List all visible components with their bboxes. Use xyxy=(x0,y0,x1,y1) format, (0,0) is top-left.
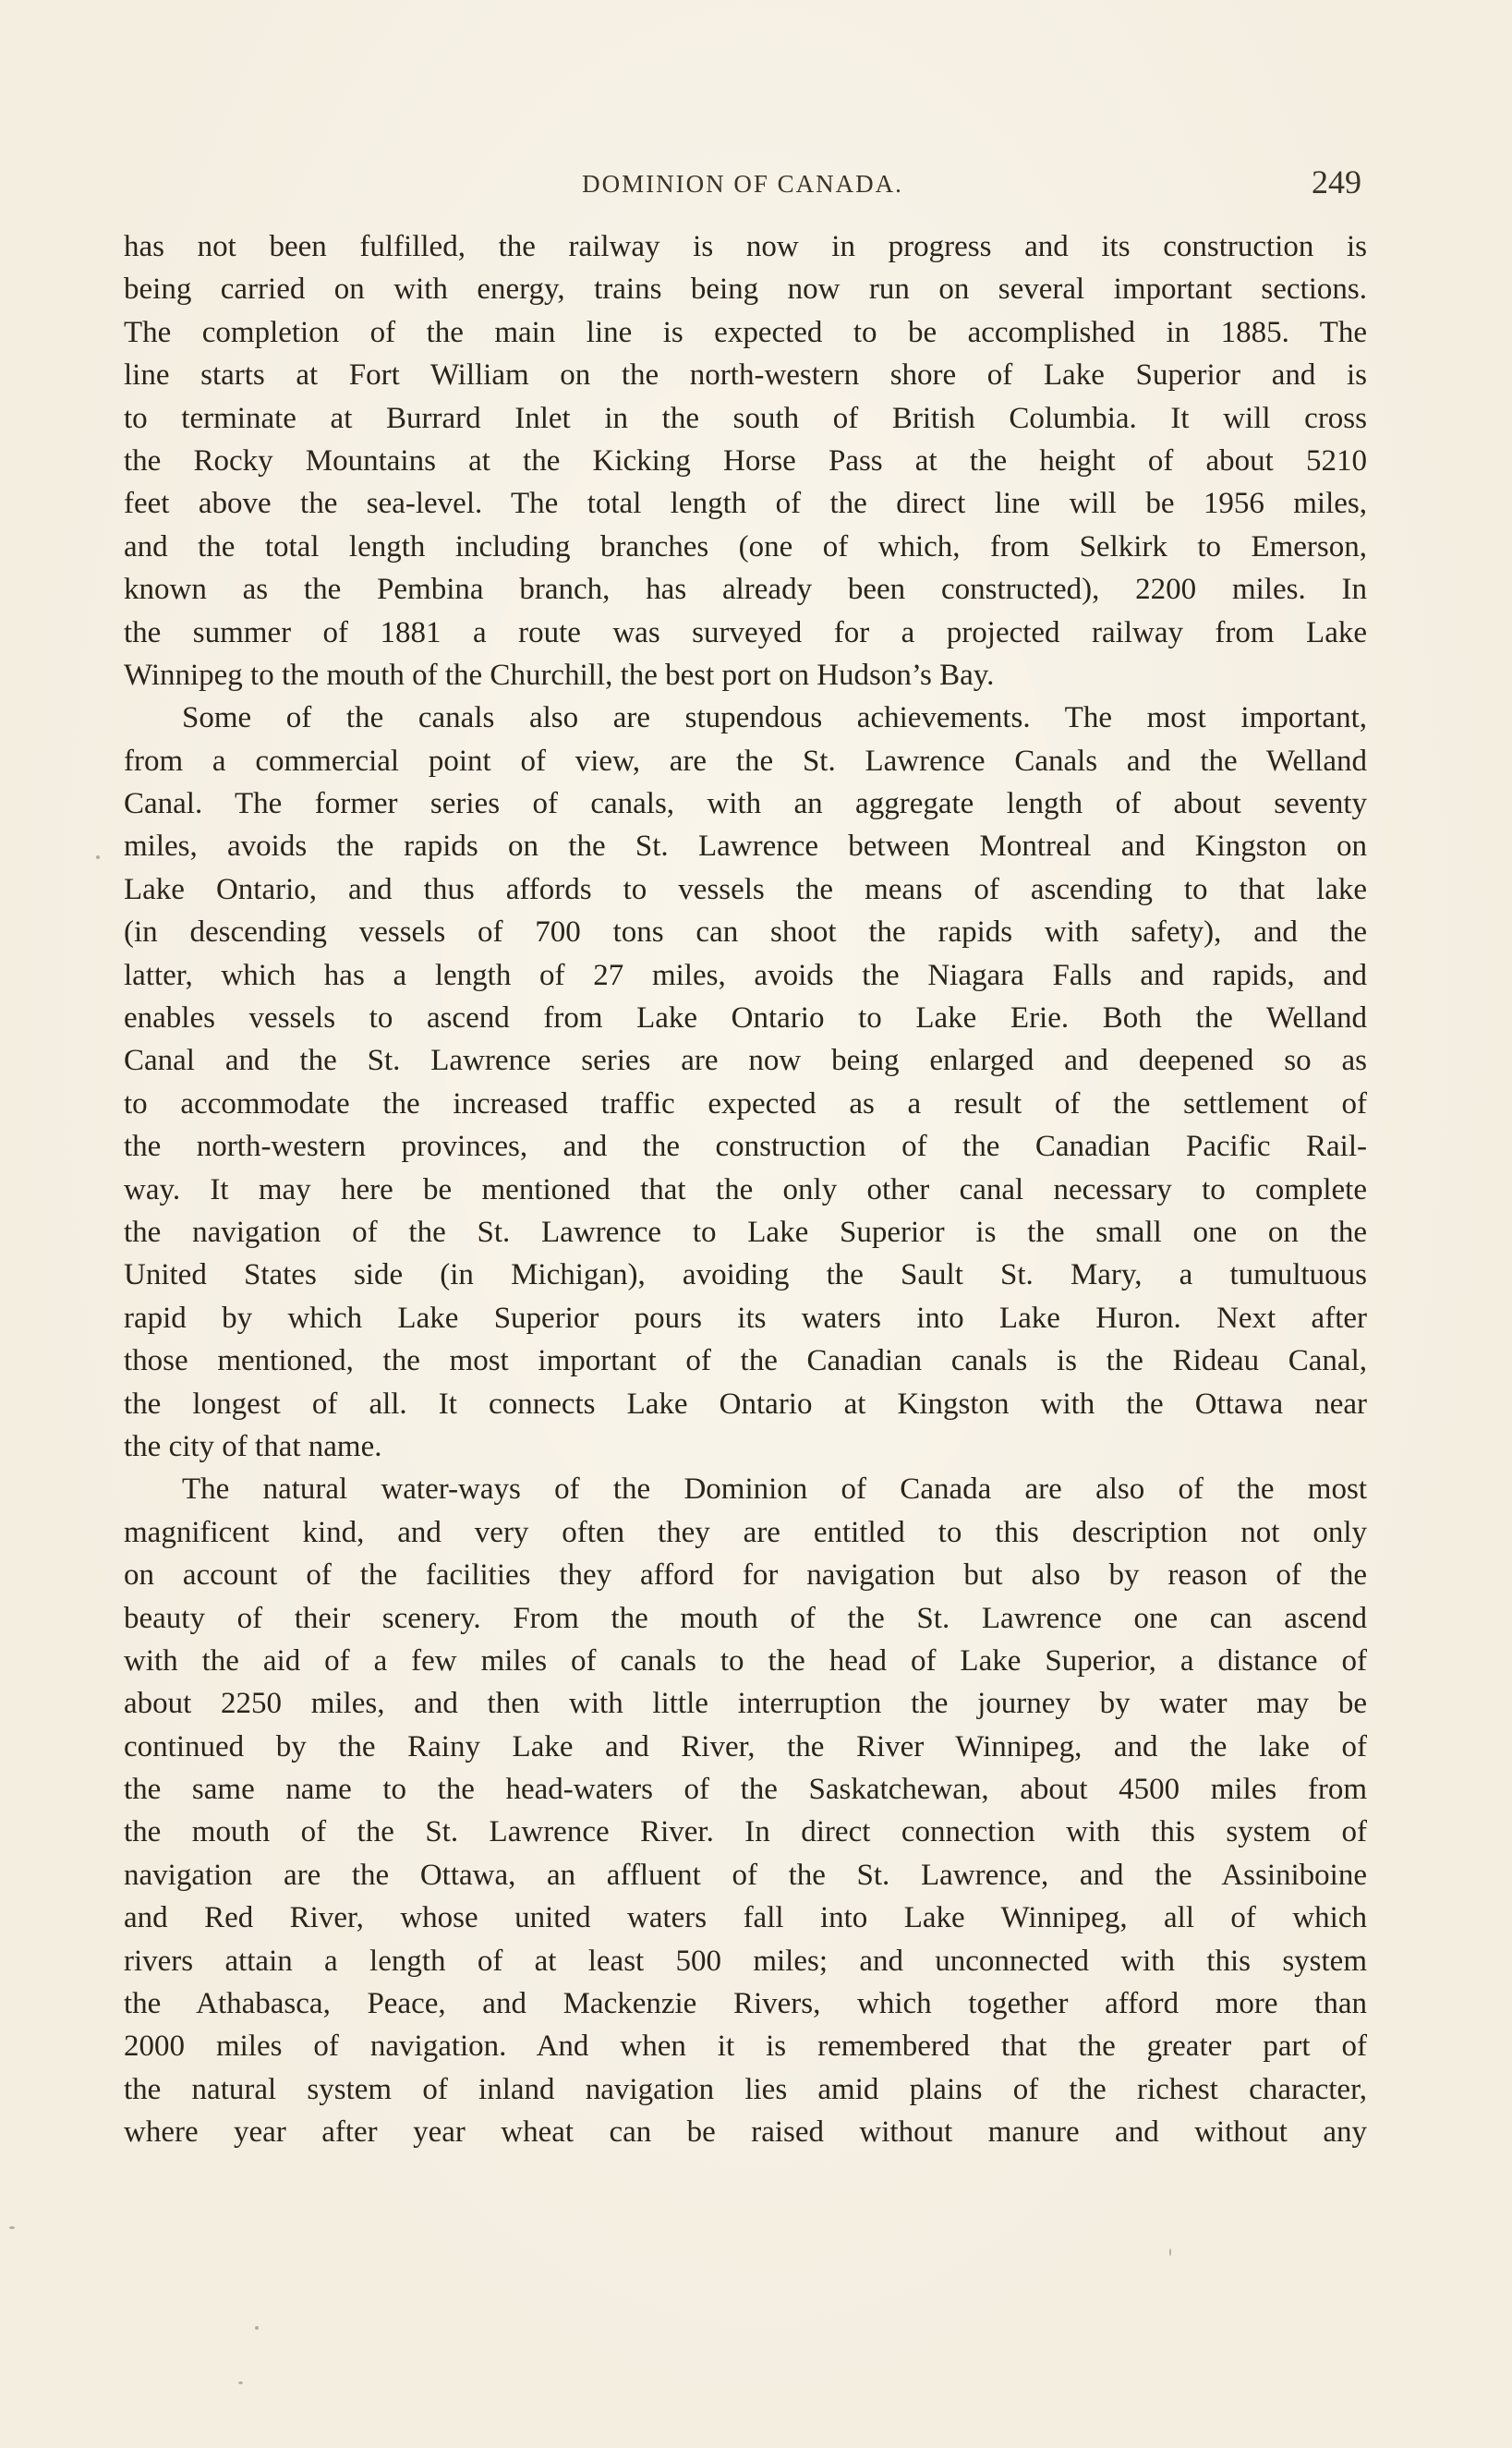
text-line: line starts at Fort William on the north-western shore of Lake Superior and is xyxy=(124,358,1367,393)
paper-speck xyxy=(238,2381,243,2384)
running-title: DOMINION OF CANADA. xyxy=(582,170,903,198)
text-line: being carried on with energy, trains being now run on several important sections. xyxy=(124,273,1367,307)
text-line: way. It may here be mentioned that the only other canal necessary to complete xyxy=(124,1172,1367,1206)
paper-speck xyxy=(255,2326,259,2330)
paper-speck xyxy=(9,2226,15,2229)
text-line: rivers attain a length of at least 500 miles; and unconnected with this system xyxy=(124,1944,1367,1978)
text-line: has not been fulfilled, the railway is now in progress and its construction is xyxy=(124,230,1367,263)
text-line: those mentioned, the most important of the Canadian canals is the Rideau Canal, xyxy=(124,1344,1367,1378)
page-number: 249 xyxy=(1312,164,1361,200)
text-line: the city of that name. xyxy=(124,1429,382,1463)
text-line: the north-western provinces, and the construction of the Canadian Pacific Rail- xyxy=(124,1130,1367,1164)
text-line: enables vessels to ascend from Lake Ontario to Lake Erie. Both the Welland xyxy=(124,1001,1367,1036)
text-line: the natural system of inland navigation lies amid plains of the richest character, xyxy=(124,2072,1367,2106)
text-line: rapid by which Lake Superior pours its waters into Lake Huron. Next after xyxy=(124,1301,1367,1335)
text-line: and Red River, whose united waters fall into Lake Winnipeg, all of which xyxy=(124,1901,1367,1935)
text-line: Lake Ontario, and thus affords to vessels the means of ascending to that lake xyxy=(124,872,1367,906)
text-line: and the total length including branches (one of which, from Selkirk to Emerson, xyxy=(124,529,1367,564)
text-line: feet above the sea-level. The total length of the direct line will be 1956 miles, xyxy=(124,487,1367,521)
text-line: latter, which has a length of 27 miles, avoids the Niagara Falls and rapids, and xyxy=(124,958,1367,992)
text-line: to accommodate the increased traffic expected as a result of the settlement of xyxy=(124,1086,1367,1121)
paragraph-start-line: The natural water-ways of the Dominion of Canada are also of the most xyxy=(182,1472,1367,1507)
text-line: the Rocky Mountains at the Kicking Horse Pass at the height of about 5210 xyxy=(124,443,1367,478)
text-line: continued by the Rainy Lake and River, the River Winnipeg, and the lake of xyxy=(124,1729,1367,1763)
text-line: to terminate at Burrard Inlet in the south of British Columbia. It will cross xyxy=(124,401,1367,435)
text-line: magnificent kind, and very often they are entitled to this description not only xyxy=(124,1515,1367,1549)
text-line: navigation are the Ottawa, an affluent of the St. Lawrence, and the Assiniboine xyxy=(124,1858,1367,1892)
text-line: (in descending vessels of 700 tons can shoot the rapids with safety), and the xyxy=(124,915,1367,950)
paragraph-start-line: Some of the canals also are stupendous achievements. The most important, xyxy=(182,701,1367,735)
text-line: Canal and the St. Lawrence series are now being enlarged and deepened so as xyxy=(124,1044,1367,1078)
running-head xyxy=(124,163,1361,209)
paper-speck xyxy=(96,855,100,859)
text-line: United States side (in Michigan), avoiding the Sault St. Mary, a tumultuous xyxy=(124,1258,1367,1292)
text-line: the mouth of the St. Lawrence River. In direct connection with this system of xyxy=(124,1815,1367,1849)
text-line: about 2250 miles, and then with little interruption the journey by water may be xyxy=(124,1687,1367,1721)
paper-speck xyxy=(1169,2248,1171,2256)
text-line: 2000 miles of navigation. And when it is remembered that the greater part of xyxy=(124,2030,1367,2064)
text-line: Canal. The former series of canals, with an aggregate length of about seventy xyxy=(124,787,1367,821)
text-line: known as the Pembina branch, has already been constructed), 2200 miles. In xyxy=(124,573,1367,607)
body-text xyxy=(124,225,1367,2154)
text-line: The completion of the main line is expected to be accomplished in 1885. The xyxy=(124,315,1367,349)
text-line: the Athabasca, Peace, and Mackenzie Rivers, which together afford more than xyxy=(124,1987,1367,2021)
text-line: Winnipeg to the mouth of the Churchill, the best port on Hudson’s Bay. xyxy=(124,658,995,692)
text-line: miles, avoids the rapids on the St. Lawrence between Montreal and Kingston on xyxy=(124,830,1367,864)
text-line: where year after year wheat can be raised without manure and without any xyxy=(124,2115,1367,2150)
text-line: on account of the facilities they afford for navigation but also by reason of the xyxy=(124,1558,1367,1593)
text-line: the navigation of the St. Lawrence to Lake Superior is the small one on the xyxy=(124,1215,1367,1249)
text-line: from a commercial point of view, are the St. Lawrence Canals and the Welland xyxy=(124,744,1367,778)
text-line: beauty of their scenery. From the mouth of the St. Lawrence one can ascend xyxy=(124,1601,1367,1635)
text-line: the longest of all. It connects Lake Ontario at Kingston with the Ottawa near xyxy=(124,1387,1367,1421)
text-line: the summer of 1881 a route was surveyed for a projected railway from Lake xyxy=(124,615,1367,649)
text-line: with the aid of a few miles of canals to the head of Lake Superior, a distance of xyxy=(124,1643,1367,1678)
text-line: the same name to the head-waters of the Saskatchewan, about 4500 miles from xyxy=(124,1773,1367,1807)
